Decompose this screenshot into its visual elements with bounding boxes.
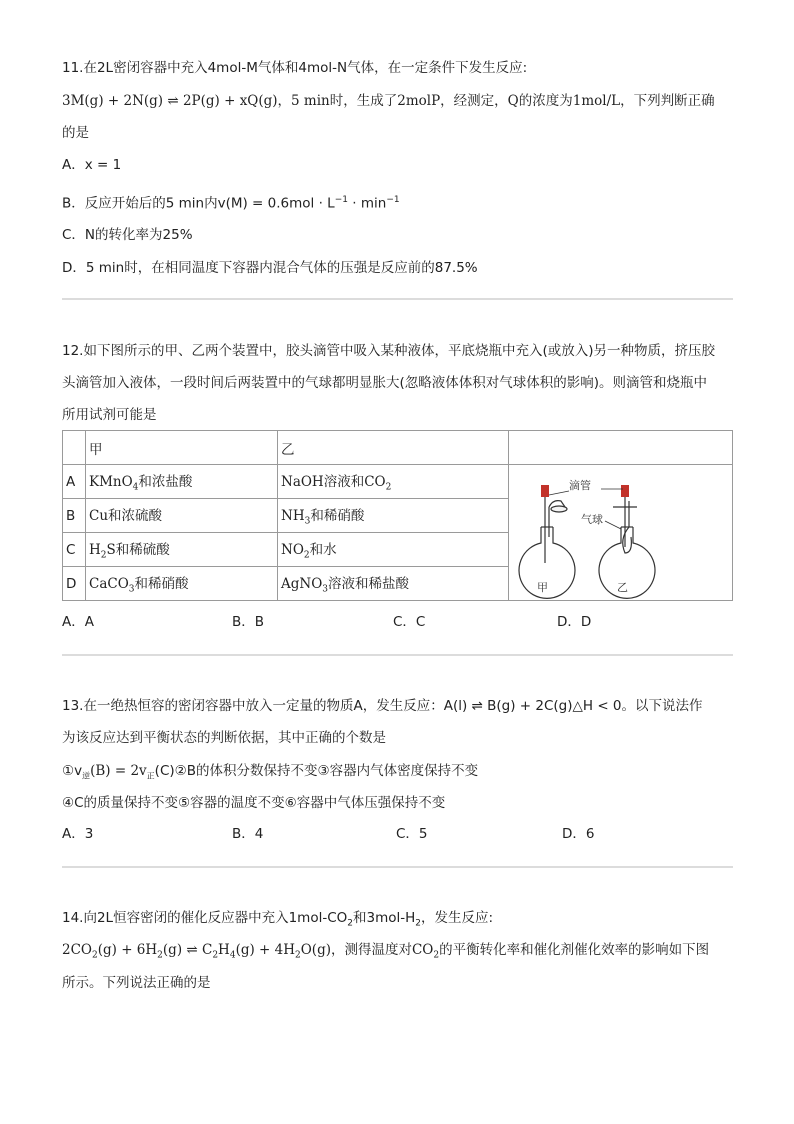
row-jia: CaCO$_3$和稀硝酸: [86, 567, 278, 601]
q13-choice-c: C．5: [396, 826, 428, 842]
q12-stem-line1: 12.如下图所示的甲、乙两个装置中，胶头滴管中吸入某种液体，平底烧瓶中充入(或放入)另一种物质，挤压胶: [62, 343, 716, 359]
row-jia: Cu和浓硫酸: [86, 499, 278, 533]
row-yi: $NH_3$和稀硝酸: [278, 499, 509, 533]
table-header-row: [63, 431, 733, 465]
q11-option-d: D．5 min时，在相同温度下容器内混合气体的压强是反应前的87.5%: [62, 260, 478, 276]
q13-choice-a: A．3: [62, 826, 94, 842]
q13-choice-d: D．6: [562, 826, 595, 842]
row-yi: AgNO$_3$溶液和稀盐酸: [278, 567, 509, 601]
q12-table: [62, 430, 733, 601]
dropper-bulb-icon: [541, 485, 549, 497]
q12-stem-line2: 头滴管加入液体，一段时间后两装置中的气球都明显胀大(忽略液体体积对气球体积的影响)。则滴管和烧瓶中: [62, 375, 708, 391]
row-jia: KMnO$_4$和浓盐酸: [86, 465, 278, 499]
label-pointer: [605, 521, 621, 529]
q11-option-b: B．反应开始后的5 min内$v(M) = 0.6mol \cdot L^{-1} \cdot \min^{-1}$: [62, 195, 400, 212]
jia-label: 甲: [537, 580, 548, 594]
table-header-yi: 乙: [278, 431, 509, 465]
balloon-label: 气球: [581, 512, 603, 526]
q14-stem-line1: 14.向2L恒容密闭的催化反应器中充入$1mol-CO_2$和$3mol-H_2$，发生反应:: [62, 910, 494, 929]
q12-choice-a: A．A: [62, 614, 94, 630]
row-label: D: [63, 567, 86, 601]
label-pointer: [549, 491, 569, 495]
row-label: A: [63, 465, 86, 499]
q11-option-c: C．N的转化率为25%: [62, 227, 193, 243]
row-jia: $H_2S$和稀硫酸: [86, 533, 278, 567]
q11-stem-line2: 3M(g) + 2N(g) ⇌ 2P(g) + xQ(g)，5 min时，生成了2molP，经测定，Q的浓度为1mol/L，下列判断正确: [62, 93, 715, 109]
q13-stem-line2: 为该反应达到平衡状态的判断依据，其中正确的个数是: [62, 730, 386, 746]
q13-criteria-line1: $①v_逆(B)$ = $2v_正(C)②B$的体积分数保持不变③容器内气体密度保持不变: [62, 763, 479, 781]
divider: [62, 298, 733, 300]
dropper-label: 滴管: [569, 478, 591, 492]
dropper-bulb-icon: [621, 485, 629, 497]
row-yi: $NO_2$和水: [278, 533, 509, 567]
q11-stem-line1: 11.在2L密闭容器中充入4mol-M气体和4mol-N气体，在一定条件下发生反应:: [62, 60, 528, 76]
yi-label: 乙: [617, 580, 628, 594]
apparatus-figure: [509, 467, 731, 599]
table-cell: [63, 431, 86, 465]
q12-choice-d: D．D: [557, 614, 592, 630]
row-label: B: [63, 499, 86, 533]
divider: [62, 654, 733, 656]
row-label: C: [63, 533, 86, 567]
q11-option-a: A．x = 1: [62, 157, 122, 173]
q12-choice-b: B．B: [232, 614, 265, 630]
q13-choice-b: B．4: [232, 826, 264, 842]
q11-stem-line3: 的是: [62, 125, 89, 141]
table-header-jia: 甲: [86, 431, 278, 465]
apparatus-figure-cell: [509, 465, 733, 601]
q12-choice-c: C．C: [393, 614, 426, 630]
q14-stem-line3: 所示。下列说法正确的是: [62, 975, 211, 991]
q12-stem-line3: 所用试剂可能是: [62, 407, 157, 423]
table-cell: [509, 431, 733, 465]
q13-criteria-line2: ④C的质量保持不变⑤容器的温度不变⑥容器中气体压强保持不变: [62, 795, 446, 811]
table-row: [63, 465, 733, 499]
q14-stem-line2: $2CO_2(g) + 6H_2(g)$ ⇌ $C_2H_4(g) + 4H_2O(g)$，测得温度对$CO_2$的平衡转化率和催化剂催化效率的影响如下图: [62, 942, 710, 961]
q13-stem-line1: 13.在一绝热恒容的密闭容器中放入一定量的物质A，发生反应：A(l) ⇌ B(g) + 2C(g)△H < 0。以下说法作: [62, 698, 703, 714]
row-yi: NaOH溶液和$CO_2$: [278, 465, 509, 499]
divider: [62, 866, 733, 868]
